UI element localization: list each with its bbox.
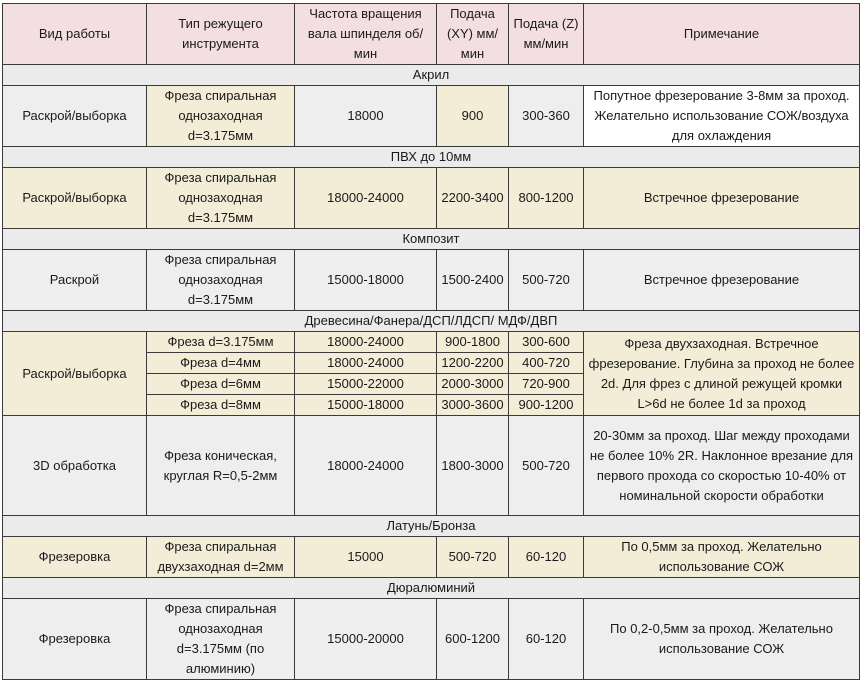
section-row xyxy=(3,311,860,332)
section-title-pvc: ПВХ до 10мм xyxy=(3,147,860,168)
rpm-cell: 18000-24000 xyxy=(295,416,437,516)
note-cell: Фреза двухзаходная. Встречное фрезерование. Глубина за проход не более 2d. Для фрез с длиной режущей кромки L>6d не более 1d за проход xyxy=(584,332,860,416)
rpm-cell: 15000-18000 xyxy=(295,250,437,311)
note-cell: Встречное фрезерование xyxy=(584,250,860,311)
feed-xy-cell: 500-720 xyxy=(437,537,509,578)
rpm-cell: 15000-22000 xyxy=(295,374,437,395)
tool-cell: Фреза d=3.175мм xyxy=(147,332,295,353)
feed-z-cell: 900-1200 xyxy=(509,395,584,416)
feed-xy-cell: 900 xyxy=(437,86,509,147)
feed-xy-cell: 2200-3400 xyxy=(437,168,509,229)
rpm-cell: 18000 xyxy=(295,86,437,147)
table-row xyxy=(3,332,860,353)
rpm-cell: 15000-18000 xyxy=(295,395,437,416)
work-type-cell: Раскрой/выборка xyxy=(3,86,147,147)
header-work-type: Вид работы xyxy=(3,4,147,65)
section-row xyxy=(3,229,860,250)
section-title-composite: Композит xyxy=(3,229,860,250)
feed-z-cell: 500-720 xyxy=(509,416,584,516)
feed-z-cell: 300-360 xyxy=(509,86,584,147)
feed-xy-cell: 3000-3600 xyxy=(437,395,509,416)
section-row xyxy=(3,578,860,599)
feed-xy-cell: 1500-2400 xyxy=(437,250,509,311)
header-row xyxy=(3,4,860,65)
table-row xyxy=(3,250,860,311)
section-title-brass: Латунь/Бронза xyxy=(3,516,860,537)
feed-z-cell: 400-720 xyxy=(509,353,584,374)
feed-xy-cell: 1800-3000 xyxy=(437,416,509,516)
rpm-cell: 15000 xyxy=(295,537,437,578)
rpm-cell: 18000-24000 xyxy=(295,353,437,374)
milling-modes-table xyxy=(2,3,860,680)
feed-z-cell: 800-1200 xyxy=(509,168,584,229)
tool-cell: Фреза d=6мм xyxy=(147,374,295,395)
note-cell: По 0,5мм за проход. Желательно использование СОЖ xyxy=(584,537,860,578)
work-type-cell: Фрезеровка xyxy=(3,537,147,578)
work-type-cell: Раскрой/выборка xyxy=(3,168,147,229)
header-tool-type: Тип режущего инструмента xyxy=(147,4,295,65)
feed-z-cell: 500-720 xyxy=(509,250,584,311)
tool-cell: Фреза d=8мм xyxy=(147,395,295,416)
feed-xy-cell: 1200-2200 xyxy=(437,353,509,374)
note-cell: Встречное фрезерование xyxy=(584,168,860,229)
tool-cell: Фреза спиральная однозаходная d=3.175мм xyxy=(147,250,295,311)
feed-z-cell: 60-120 xyxy=(509,599,584,680)
tool-cell: Фреза коническая, круглая R=0,5-2мм xyxy=(147,416,295,516)
section-row xyxy=(3,65,860,86)
note-cell: 20-30мм за проход. Шаг между проходами не более 10% 2R. Наклонное врезание для первого прохода со скоростью 10-40% от номинальной скорости обработки xyxy=(584,416,860,516)
feed-xy-cell: 600-1200 xyxy=(437,599,509,680)
section-title-duralumin: Дюралюминий xyxy=(3,578,860,599)
note-cell: По 0,2-0,5мм за проход. Желательно использование СОЖ xyxy=(584,599,860,680)
feed-xy-cell: 2000-3000 xyxy=(437,374,509,395)
section-row xyxy=(3,147,860,168)
header-feed-xy: Подача (XY) мм/мин xyxy=(437,4,509,65)
section-row xyxy=(3,516,860,537)
header-spindle-speed: Частота вращения вала шпинделя об/мин xyxy=(295,4,437,65)
section-title-wood: Древесина/Фанера/ДСП/ЛДСП/ МДФ/ДВП xyxy=(3,311,860,332)
rpm-cell: 18000-24000 xyxy=(295,168,437,229)
table-row xyxy=(3,416,860,516)
rpm-cell: 18000-24000 xyxy=(295,332,437,353)
tool-cell: Фреза d=4мм xyxy=(147,353,295,374)
tool-cell: Фреза спиральная однозаходная d=3.175мм xyxy=(147,168,295,229)
header-feed-z: Подача (Z) мм/мин xyxy=(509,4,584,65)
section-title-acrylic: Акрил xyxy=(3,65,860,86)
work-type-cell: Раскрой/выборка xyxy=(3,332,147,416)
work-type-cell: Фрезеровка xyxy=(3,599,147,680)
header-note: Примечание xyxy=(584,4,860,65)
table-row xyxy=(3,537,860,578)
rpm-cell: 15000-20000 xyxy=(295,599,437,680)
feed-z-cell: 60-120 xyxy=(509,537,584,578)
tool-cell: Фреза спиральная двухзаходная d=2мм xyxy=(147,537,295,578)
table-row xyxy=(3,168,860,229)
tool-cell: Фреза спиральная однозаходная d=3.175мм (по алюминию) xyxy=(147,599,295,680)
tool-cell: Фреза спиральная однозаходная d=3.175мм xyxy=(147,86,295,147)
work-type-cell: 3D обработка xyxy=(3,416,147,516)
feed-z-cell: 300-600 xyxy=(509,332,584,353)
feed-xy-cell: 900-1800 xyxy=(437,332,509,353)
work-type-cell: Раскрой xyxy=(3,250,147,311)
note-cell: Попутное фрезерование 3-8мм за проход. Желательно использование СОЖ/воздуха для охлаждения xyxy=(584,86,860,147)
feed-z-cell: 720-900 xyxy=(509,374,584,395)
table-row xyxy=(3,86,860,147)
table-row xyxy=(3,599,860,680)
